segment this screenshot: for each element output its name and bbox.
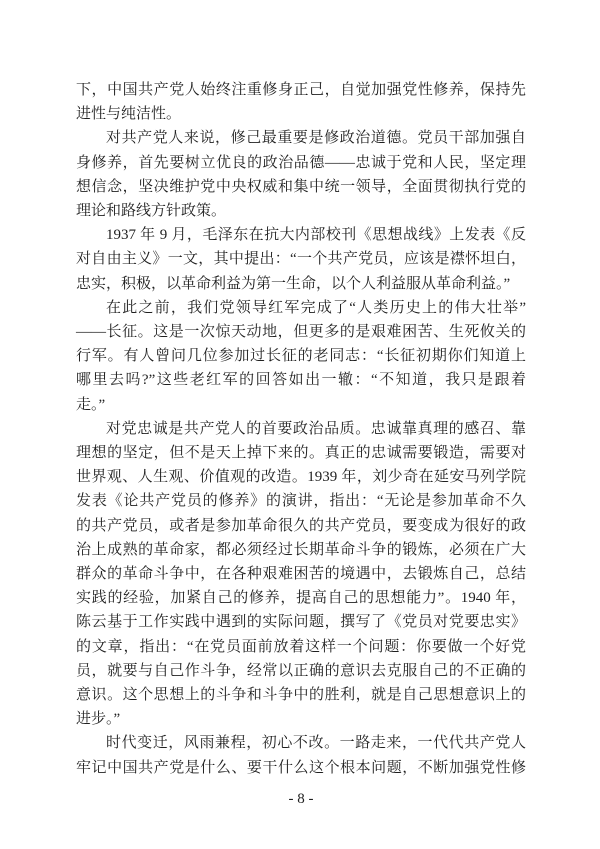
text-line: 行军。有人曾问几位参加过长征的老同志：“长征初期你们知道上 xyxy=(76,348,526,365)
text-line: 走。” xyxy=(76,396,106,413)
paragraph-2 xyxy=(76,126,526,223)
text-line: 忠实，积极，以革命利益为第一生命，以个人利益服从革命利益。” xyxy=(76,275,511,292)
text-line: 进步。” xyxy=(76,711,121,728)
text-line: 治上成熟的革命家，都必须经过长期革命斗争的锻炼，必须在广大 xyxy=(76,541,526,558)
paragraph-4 xyxy=(76,296,526,417)
text-line: 发表《论共产党员的修养》的演讲，指出：“无论是参加革命不久 xyxy=(76,493,526,510)
text-line: 进性与纯洁性。 xyxy=(76,106,182,123)
text-line: 哪里去吗?”这些老红军的回答如出一辙：“不知道，我只是跟着 xyxy=(76,372,526,389)
paragraph-3 xyxy=(76,223,526,296)
text-line: 实践的经验，加紧自己的修养，提高自己的思想能力”。1940 年， xyxy=(76,590,526,607)
text-line: 在此之前，我们党领导红军完成了“人类历史上的伟大壮举” xyxy=(106,299,526,316)
text-line: 想信念，坚决维护党中央权威和集中统一领导，全面贯彻执行党的 xyxy=(76,178,526,195)
text-line: 陈云基于工作实践中遇到的实际问题，撰写了《党员对党要忠实》 xyxy=(76,614,526,631)
text-line: 对共产党人来说，修己最重要是修政治道德。党员干部加强自 xyxy=(106,130,526,147)
text-line: 下，中国共产党人始终注重修身正己，自觉加强党性修养，保持先 xyxy=(76,82,526,98)
text-line: 群众的革命斗争中，在各种艰难困苦的境遇中，去锻炼自己，总结 xyxy=(76,566,526,583)
paragraph-6 xyxy=(76,731,526,779)
paragraph-1 xyxy=(76,78,526,126)
text-line: 1937 年 9 月，毛泽东在抗大内部校刊《思想战线》上发表《反 xyxy=(106,227,526,244)
page-number: - 8 - xyxy=(288,790,314,807)
text-line: ——长征。这是一次惊天动地，但更多的是艰难困苦、生死攸关的 xyxy=(76,324,526,341)
text-line: 对自由主义》一文，其中提出：“一个共产党员，应该是襟怀坦白， xyxy=(76,251,526,268)
text-line: 理想的坚定，但不是天上掉下来的。真正的忠诚需要锻造，需要对 xyxy=(76,445,526,462)
document-text-block xyxy=(76,78,526,811)
text-line: 时代变迁，风雨兼程，初心不改。一路走来，一代代共产党人 xyxy=(106,735,526,752)
text-line: 的共产党员，或者是参加革命很久的共产党员，要变成为很好的政 xyxy=(76,517,526,534)
paragraph-5 xyxy=(76,417,526,732)
text-line: 身修养，首先要树立优良的政治品德——忠诚于党和人民，坚定理 xyxy=(76,154,526,171)
text-line: 世界观、人生观、价值观的改造。1939 年，刘少奇在延安马列学院 xyxy=(76,469,526,486)
text-line: 理论和路线方针政策。 xyxy=(76,203,227,220)
text-line: 牢记中国共产党是什么、要干什么这个根本问题，不断加强党性修 xyxy=(76,759,526,776)
text-line: 员，就要与自己作斗争，经常以正确的意识去克服自己的不正确的 xyxy=(76,662,526,679)
text-line: 对党忠诚是共产党人的首要政治品质。忠诚靠真理的感召、靠 xyxy=(106,420,526,437)
text-line: 意识。这个思想上的斗争和斗争中的胜利，就是自己思想意识上的 xyxy=(76,687,526,704)
text-line: 的文章，指出：“在党员面前放着这样一个问题：你要做一个好党 xyxy=(76,638,526,655)
